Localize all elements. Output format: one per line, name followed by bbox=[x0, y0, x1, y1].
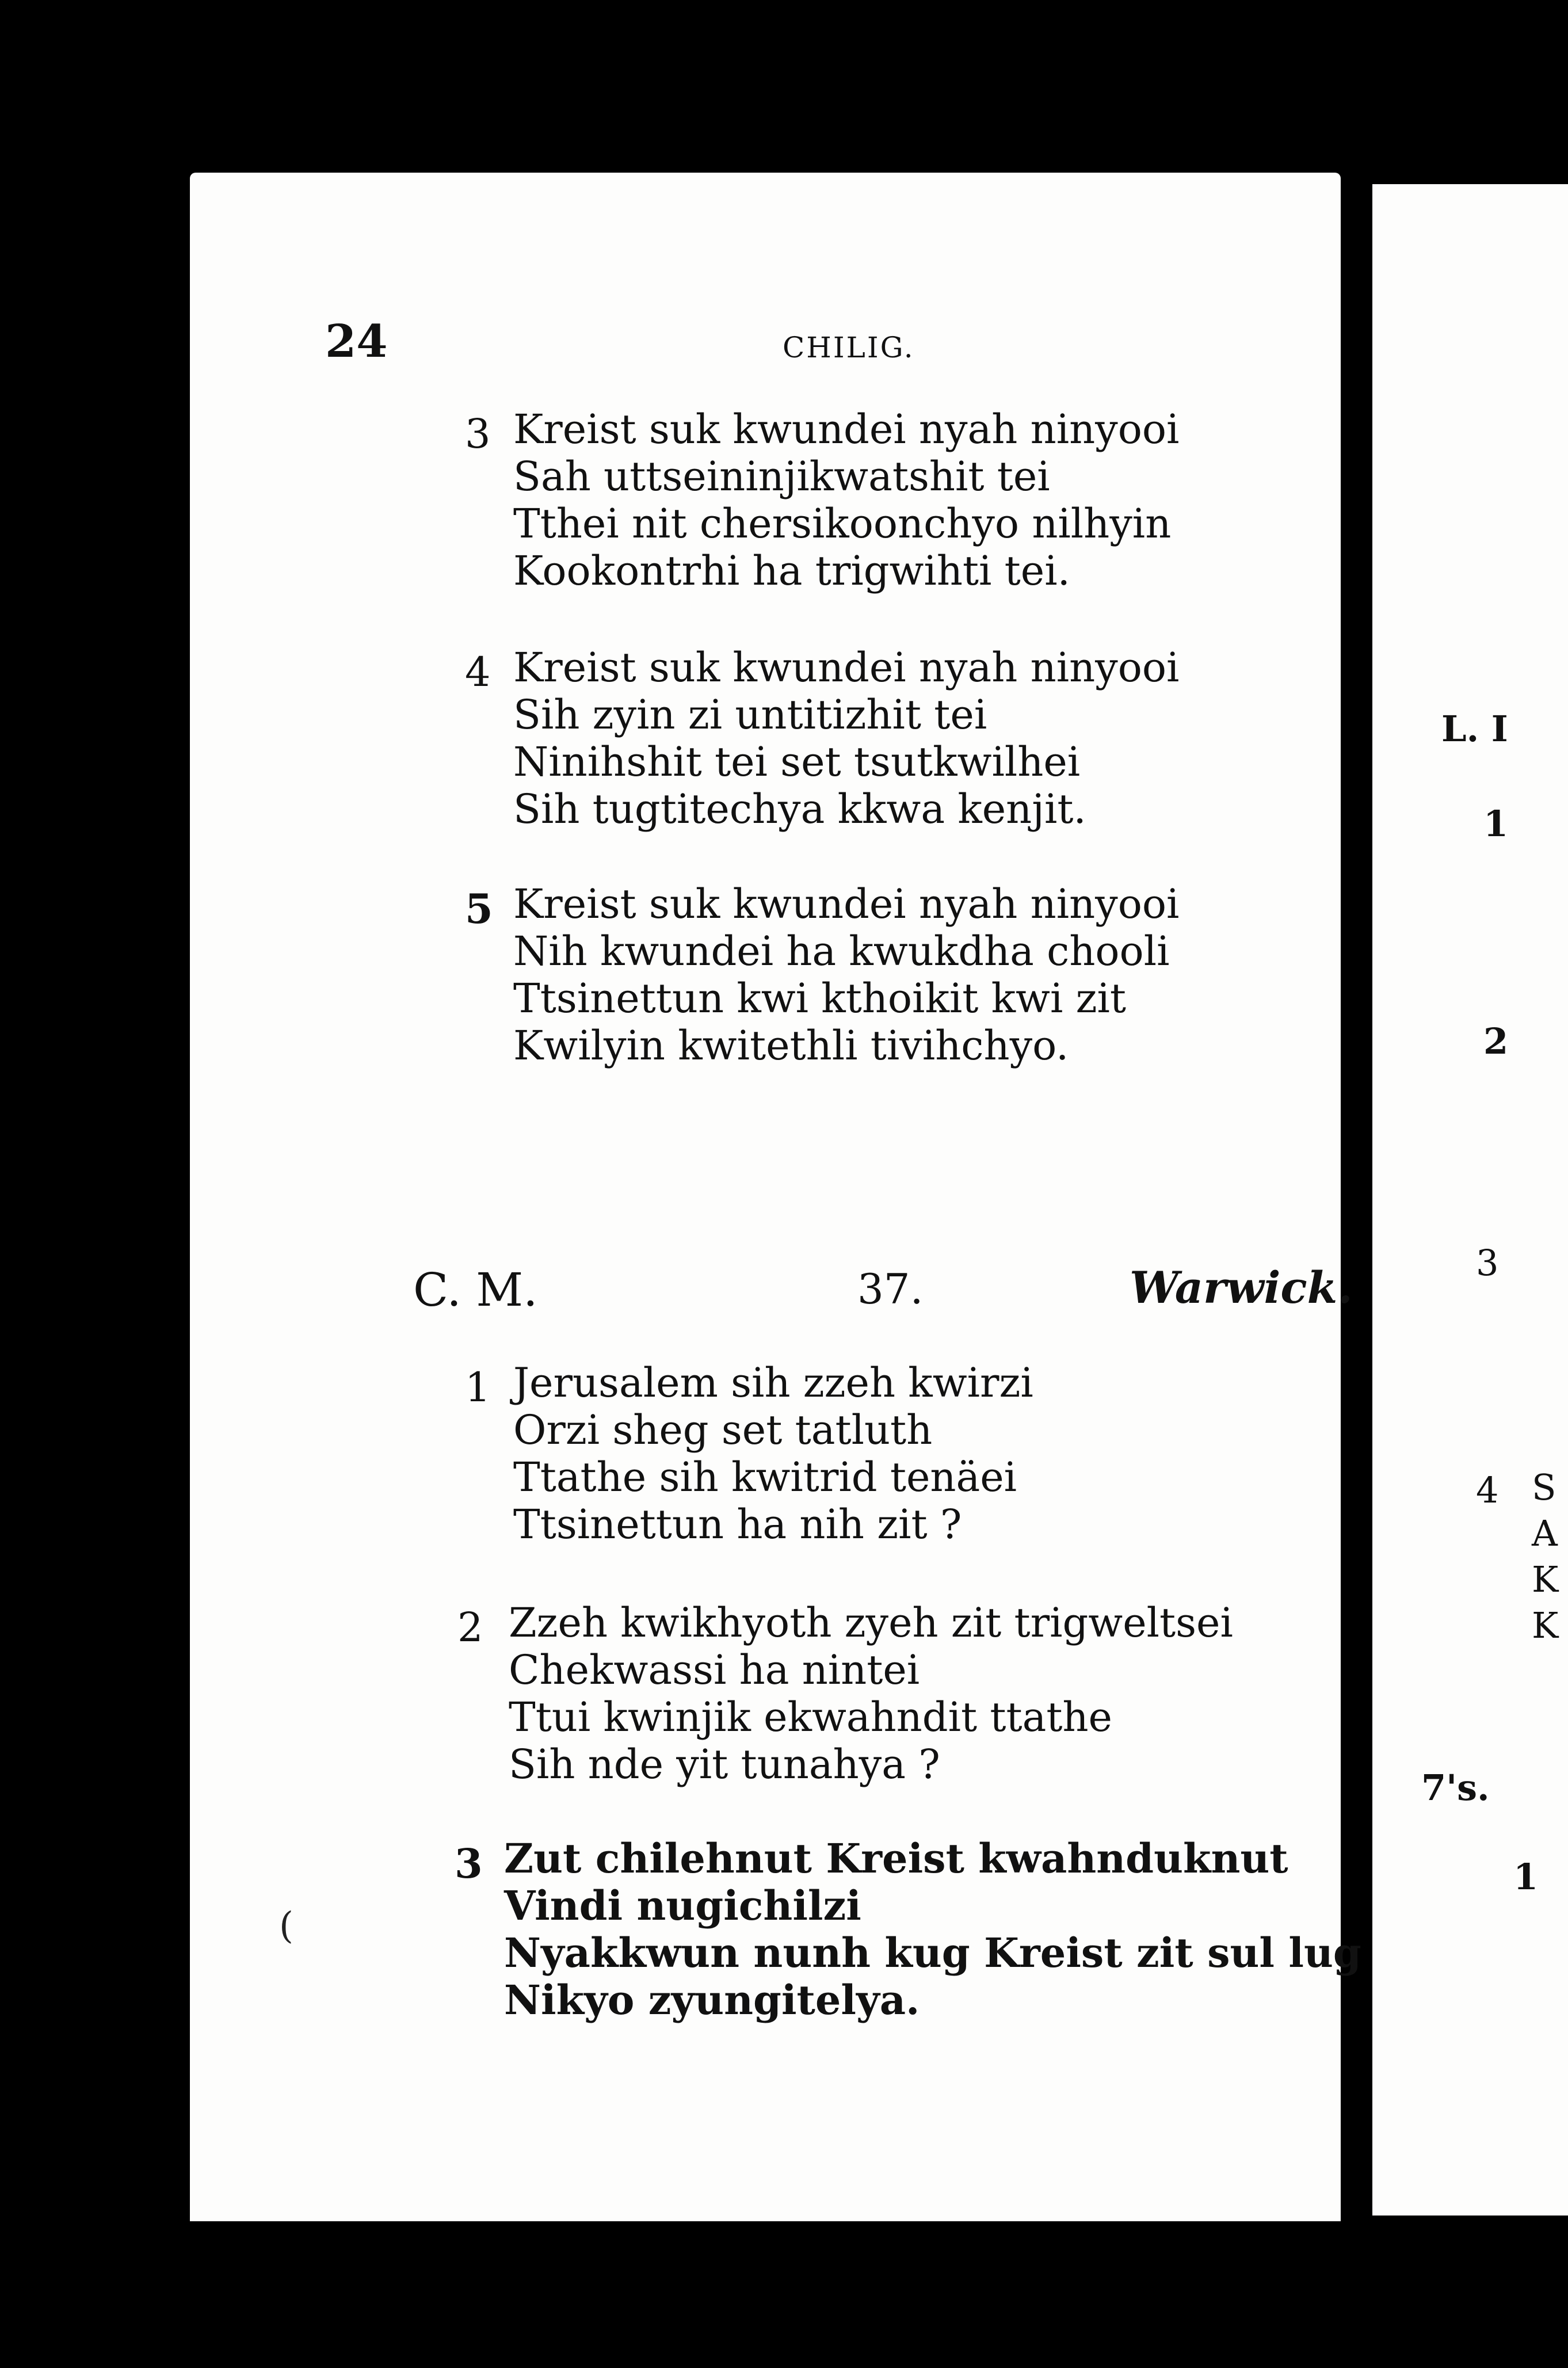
verse-line: Sih tugtitechya kkwa kenjit. bbox=[513, 785, 1086, 833]
next-page-verse-number: 3 bbox=[1476, 1242, 1499, 1284]
verse-number: 4 bbox=[465, 649, 491, 696]
verse-line: Kreist suk kwundei nyah ninyooi bbox=[513, 880, 1180, 928]
verse-line: Nikyo zyungitelya. bbox=[504, 1976, 920, 2024]
verse-line: Jerusalem sih zzeh kwirzi bbox=[513, 1359, 1033, 1406]
verse-line: Kreist suk kwundei nyah ninyooi bbox=[513, 406, 1180, 453]
next-page-letter: A bbox=[1532, 1512, 1558, 1554]
hymn-tune: Warwick. bbox=[1130, 1262, 1353, 1313]
verse-line: Chekwassi ha nintei bbox=[509, 1646, 920, 1694]
verse-line: Zzeh kwikhyoth zyeh zit trigweltsei bbox=[509, 1599, 1233, 1646]
verse-line: Ttsinettun ha nih zit ? bbox=[513, 1501, 962, 1548]
verse-line: Ttui kwinjik ekwahndit ttathe bbox=[509, 1694, 1112, 1741]
next-page-meter-2: 7's. bbox=[1421, 1767, 1490, 1809]
running-head: CHILIG. bbox=[783, 331, 915, 364]
hymn-meter: C. M. bbox=[413, 1263, 538, 1317]
verse-number: 3 bbox=[465, 410, 491, 457]
verse-number: 2 bbox=[457, 1604, 483, 1651]
verse-line: Sih zyin zi untitizhit tei bbox=[513, 691, 987, 738]
margin-mark: ( bbox=[279, 1905, 293, 1947]
next-page-verse-number: 1 bbox=[1513, 1856, 1539, 1898]
verse-line: Sah uttseininjikwatshit tei bbox=[513, 453, 1050, 500]
next-page-verse-number: 2 bbox=[1483, 1020, 1509, 1062]
verse-number: 5 bbox=[465, 885, 493, 933]
verse-number: 3 bbox=[455, 1840, 483, 1887]
verse-line: Kookontrhi ha trigwihti tei. bbox=[513, 547, 1070, 594]
verse-line: Kreist suk kwundei nyah ninyooi bbox=[513, 644, 1180, 691]
verse-line: Tthei nit chersikoonchyo nilhyin bbox=[513, 500, 1172, 547]
verse-line: Nih kwundei ha kwukdha chooli bbox=[513, 928, 1170, 975]
next-page-meter: L. I bbox=[1441, 708, 1508, 750]
verse-line: Ttsinettun kwi kthoikit kwi zit bbox=[513, 975, 1127, 1022]
verse-line: Orzi sheg set tatluth bbox=[513, 1406, 933, 1454]
next-page-letter: K bbox=[1532, 1558, 1559, 1600]
next-page-letter: S bbox=[1532, 1466, 1556, 1508]
verse-line: Nyakkwun nunh kug Kreist zit sul lug bbox=[504, 1929, 1361, 1977]
verse-line: Sih nde yit tunahya ? bbox=[509, 1741, 940, 1788]
verse-number: 1 bbox=[465, 1364, 491, 1411]
verse-line: Ninihshit tei set tsutkwilhei bbox=[513, 738, 1081, 785]
next-page-verse-number: 1 bbox=[1483, 803, 1509, 845]
next-page-edge bbox=[1372, 184, 1568, 2216]
next-page-letter: K bbox=[1532, 1604, 1559, 1646]
verse-line: Vindi nugichilzi bbox=[504, 1882, 861, 1930]
page-number: 24 bbox=[325, 315, 388, 368]
next-page-verse-number: 4 bbox=[1476, 1469, 1499, 1511]
hymn-number: 37. bbox=[857, 1265, 924, 1313]
verse-line: Ttathe sih kwitrid tenäei bbox=[513, 1454, 1017, 1501]
verse-line: Zut chilehnut Kreist kwahnduknut bbox=[504, 1835, 1288, 1882]
verse-line: Kwilyin kwitethli tivihchyo. bbox=[513, 1022, 1069, 1069]
